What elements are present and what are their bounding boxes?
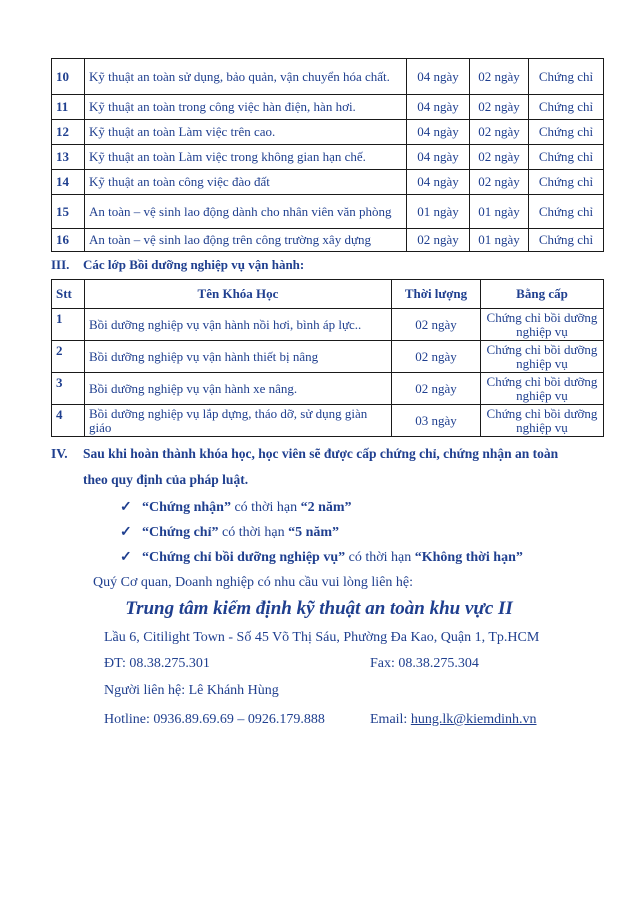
section-number: III. xyxy=(51,257,70,272)
table-row xyxy=(52,195,604,229)
duration-renewal: 01 ngày xyxy=(470,195,529,229)
validity-text: có thời hạn xyxy=(230,500,301,515)
contact-intro: Quý Cơ quan, Doanh nghiệp có nhu cầu vui lòng liên hệ: xyxy=(93,575,414,590)
certificate-type: Chứng chỉ bồi dưỡng nghiệp vụ xyxy=(481,405,604,437)
duration: 03 ngày xyxy=(392,405,481,437)
contact-person: Người liên hệ: Lê Khánh Hùng xyxy=(104,683,279,698)
row-number: 15 xyxy=(52,195,85,229)
course-name: Bồi dưỡng nghiệp vụ vận hành xe nâng. xyxy=(85,373,392,405)
row-number: 4 xyxy=(52,405,85,437)
certificate-type: Chứng chỉ bồi dưỡng nghiệp vụ xyxy=(481,309,604,341)
contact-address: Lầu 6, Citilight Town - Số 45 Võ Thị Sáu, Phường Đa Kao, Quận 1, Tp.HCM xyxy=(104,630,540,645)
row-number: 1 xyxy=(52,309,85,341)
section-text-line-1: Sau khi hoàn thành khóa học, học viên sẽ được cấp chứng chỉ, chứng nhận an toàn xyxy=(83,446,559,461)
validity-subject: “Chứng chỉ bồi dưỡng nghiệp vụ” xyxy=(142,550,346,565)
contact-fax: Fax: 08.38.275.304 xyxy=(370,656,479,671)
certificate-type: Chứng chỉ xyxy=(529,59,604,95)
contact-hotline: Hotline: 0936.89.69.69 – 0926.179.888 xyxy=(104,712,325,727)
section-text-line-2: theo quy định của pháp luật. xyxy=(83,472,249,487)
header-duration: Thời lượng xyxy=(392,280,481,309)
validity-text: có thời hạn xyxy=(218,525,289,540)
list-item xyxy=(120,499,352,516)
row-number: 10 xyxy=(52,59,85,95)
duration-first: 04 ngày xyxy=(407,95,470,120)
duration-first: 04 ngày xyxy=(407,145,470,170)
row-number: 16 xyxy=(52,229,85,252)
course-name: An toàn – vệ sinh lao động trên công trường xây dựng xyxy=(85,229,407,252)
row-number: 14 xyxy=(52,170,85,195)
duration-renewal: 02 ngày xyxy=(470,95,529,120)
validity-period: “2 năm” xyxy=(300,500,352,515)
validity-subject: “Chứng chỉ” xyxy=(142,525,219,540)
section-heading-iii xyxy=(51,257,304,273)
checkmark-icon: ✓ xyxy=(120,500,132,515)
certificate-type: Chứng chỉ xyxy=(529,145,604,170)
certificate-type: Chứng chỉ bồi dưỡng nghiệp vụ xyxy=(481,341,604,373)
certificate-type: Chứng chỉ bồi dưỡng nghiệp vụ xyxy=(481,373,604,405)
course-table-continued xyxy=(51,58,604,252)
certificate-type: Chứng chỉ xyxy=(529,120,604,145)
header-certificate: Bằng cấp xyxy=(481,280,604,309)
table-row xyxy=(52,170,604,195)
row-number: 2 xyxy=(52,341,85,373)
contact-phone: ĐT: 08.38.275.301 xyxy=(104,656,210,671)
duration-first: 04 ngày xyxy=(407,59,470,95)
course-name: Kỹ thuật an toàn Làm việc trong không gian hạn chế. xyxy=(85,145,407,170)
duration-renewal: 02 ngày xyxy=(470,170,529,195)
table-row xyxy=(52,373,604,405)
course-name: Kỹ thuật an toàn công việc đào đất xyxy=(85,170,407,195)
list-item xyxy=(120,549,523,566)
section-number: IV. xyxy=(51,446,68,461)
validity-period: “5 năm” xyxy=(288,525,340,540)
duration-first: 04 ngày xyxy=(407,170,470,195)
duration: 02 ngày xyxy=(392,341,481,373)
table-row xyxy=(52,229,604,252)
duration: 02 ngày xyxy=(392,373,481,405)
duration-renewal: 02 ngày xyxy=(470,59,529,95)
course-name: Bồi dưỡng nghiệp vụ vận hành nồi hơi, bình áp lực.. xyxy=(85,309,392,341)
certificate-type: Chứng chỉ xyxy=(529,229,604,252)
header-course-name: Tên Khóa Học xyxy=(85,280,392,309)
table-row xyxy=(52,120,604,145)
duration-first: 04 ngày xyxy=(407,120,470,145)
validity-period: “Không thời hạn” xyxy=(414,550,523,565)
center-name: Trung tâm kiểm định kỹ thuật an toàn khu vực II xyxy=(125,598,513,619)
header-stt: Stt xyxy=(52,280,85,309)
certificate-type: Chứng chỉ xyxy=(529,195,604,229)
operation-training-table xyxy=(51,279,604,437)
row-number: 3 xyxy=(52,373,85,405)
duration-first: 01 ngày xyxy=(407,195,470,229)
validity-text: có thời hạn xyxy=(345,550,415,565)
duration-renewal: 02 ngày xyxy=(470,120,529,145)
course-name: An toàn – vệ sinh lao động dành cho nhân viên văn phòng xyxy=(85,195,407,229)
course-name: Bồi dưỡng nghiệp vụ vận hành thiết bị nâng xyxy=(85,341,392,373)
course-name: Kỹ thuật an toàn sử dụng, bảo quản, vận chuyển hóa chất. xyxy=(85,59,407,95)
checkmark-icon: ✓ xyxy=(120,550,132,565)
course-name: Kỹ thuật an toàn trong công việc hàn điện, hàn hơi. xyxy=(85,95,407,120)
table-row xyxy=(52,145,604,170)
certificate-type: Chứng chỉ xyxy=(529,95,604,120)
duration-renewal: 02 ngày xyxy=(470,145,529,170)
checkmark-icon: ✓ xyxy=(120,525,132,540)
table-row xyxy=(52,309,604,341)
table-row xyxy=(52,341,604,373)
certificate-type: Chứng chỉ xyxy=(529,170,604,195)
email-link[interactable]: hung.lk@kiemdinh.vn xyxy=(410,712,537,727)
duration-first: 02 ngày xyxy=(407,229,470,252)
table-row xyxy=(52,59,604,95)
row-number: 11 xyxy=(52,95,85,120)
email-label: Email: xyxy=(370,712,411,727)
duration-renewal: 01 ngày xyxy=(470,229,529,252)
duration: 02 ngày xyxy=(392,309,481,341)
validity-subject: “Chứng nhận” xyxy=(142,500,231,515)
table-row xyxy=(52,95,604,120)
section-title: Các lớp Bồi dưỡng nghiệp vụ vận hành: xyxy=(83,257,305,272)
table-row xyxy=(52,405,604,437)
course-name: Kỹ thuật an toàn Làm việc trên cao. xyxy=(85,120,407,145)
row-number: 12 xyxy=(52,120,85,145)
row-number: 13 xyxy=(52,145,85,170)
contact-email-line xyxy=(370,712,537,728)
table-header-row xyxy=(52,280,604,309)
course-name: Bồi dưỡng nghiệp vụ lắp dựng, tháo dỡ, sử dụng giàn giáo xyxy=(85,405,392,437)
section-heading-iv xyxy=(51,446,558,462)
list-item xyxy=(120,524,339,541)
